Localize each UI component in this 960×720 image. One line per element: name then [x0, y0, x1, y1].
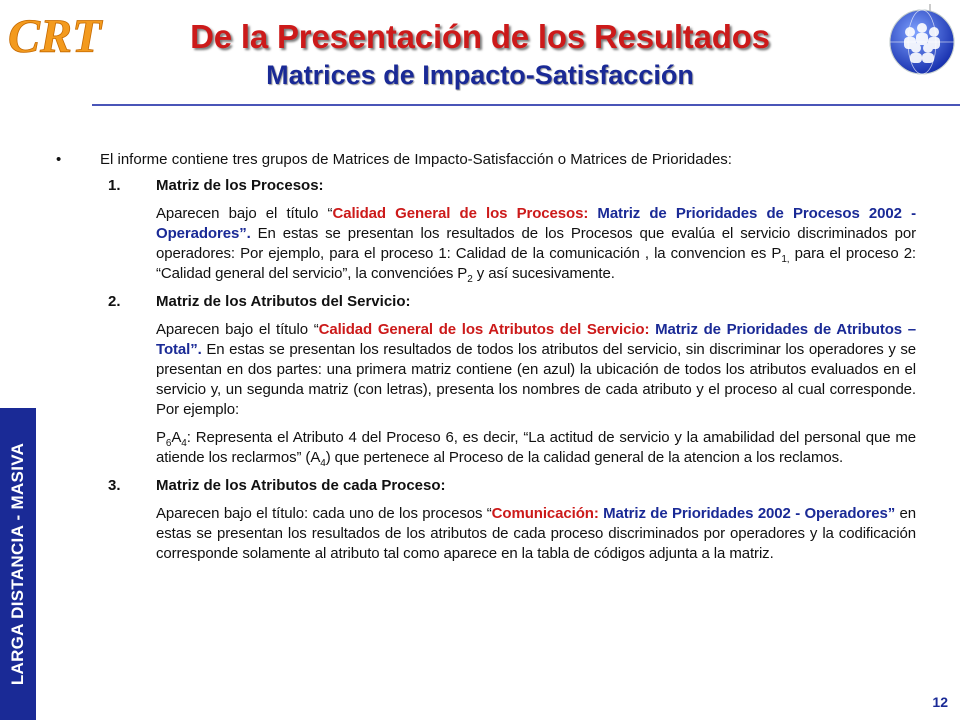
subscript: 6: [165, 438, 172, 449]
text: Aparecen bajo el título “: [156, 321, 319, 338]
text: ) que pertenece al Proceso de la calidad general de la atencion a los reclamos.: [325, 449, 844, 466]
item-number: 2.: [108, 293, 121, 310]
item-title: Matriz de los Atributos del Servicio:: [156, 293, 411, 310]
item-number: 1.: [108, 177, 121, 194]
header-divider: [92, 104, 960, 106]
logo-text: CRT: [8, 10, 102, 63]
red-title: Calidad General de los Atributos del Servicio:: [318, 321, 656, 338]
crt-logo: [4, 2, 104, 64]
blue-title: Matriz de Prioridades de Procesos 2002 - Operadores: [156, 205, 916, 242]
text: : Representa el Atributo 4 del Proceso 6, es decir, “La actitud de servicio y la amabilidad del personal que me atiende los reclarmos” (A: [156, 429, 916, 466]
intro-line: [56, 150, 916, 170]
globe-people-icon: [886, 4, 958, 76]
item-3-heading: [56, 476, 916, 496]
item-2-paragraph: [156, 320, 916, 420]
item-1-paragraph: [156, 204, 916, 284]
quote-close: ”.: [239, 225, 258, 242]
item-2-heading: [56, 292, 916, 312]
text: En estas se presentan los resultados de todos los atributos del servicio, sin discriminar los operadores y se presentan en dos partes: una primera matriz contiene (en azul) la ubicación de todos los atributos evaluados en el servicio y, un segunda matriz (con letras), presenta los nombres de cada atributo y el proceso al cual corresponde. Por ejemplo:: [156, 341, 916, 418]
intro-text: El informe contiene tres grupos de Matrices de Impacto-Satisfacción o Matrices de Prioridades:: [100, 151, 732, 168]
subscript: 1,: [781, 254, 790, 265]
item-1-heading: [56, 176, 916, 196]
text: y así sucesivamente.: [472, 265, 615, 282]
sidebar-label: LARGA DISTANCIA - MASIVA: [8, 442, 27, 686]
item-number: 3.: [108, 477, 121, 494]
item-3-paragraph: [156, 504, 916, 564]
text: para el proceso 2: “Calidad general del servicio”, la convencióes P: [156, 245, 917, 282]
subscript: 2: [467, 274, 473, 285]
text: P: [156, 429, 166, 446]
body-content: [56, 150, 916, 572]
page-subtitle: Matrices de Impacto-Satisfacción: [266, 60, 694, 90]
blue-title: Matriz de Prioridades de Atributos – Total: [156, 321, 917, 358]
red-title: Calidad General de los Procesos:: [332, 205, 598, 222]
page-number: 12: [932, 694, 948, 710]
text: A: [171, 429, 182, 446]
text: Aparecen bajo el título: cada uno de los procesos “: [156, 505, 492, 522]
subscript: 4: [181, 438, 187, 449]
text: en estas se presentan los resultados de los atributos de cada proceso discriminados por operadores y la codificación corresponde solamente al atributo tal como aparece en la tabla de códigos adjunta a la matriz.: [156, 505, 917, 562]
text: Aparecen bajo el título “: [156, 205, 333, 222]
page-title: De la Presentación de los Resultados: [190, 18, 770, 55]
item-title: Matriz de los Atributos de cada Proceso:: [156, 477, 446, 494]
item-title: Matriz de los Procesos:: [156, 177, 324, 194]
subscript: 4: [320, 458, 326, 469]
bullet-icon: •: [56, 151, 62, 168]
blue-title: Matriz de Prioridades 2002 - Operadores: [603, 505, 888, 522]
red-title: Comunicación:: [491, 505, 604, 522]
quote-close: ”: [887, 505, 900, 522]
text: En estas se presentan los resultados de los Procesos que evalúa el servicio discriminados por operadores: Por ejemplo, para el proceso 1: Calidad de la comunicación , la convencion es P: [156, 225, 916, 262]
sidebar-band: [0, 408, 36, 720]
item-2-example: [156, 428, 916, 468]
quote-close: ”.: [190, 341, 207, 358]
